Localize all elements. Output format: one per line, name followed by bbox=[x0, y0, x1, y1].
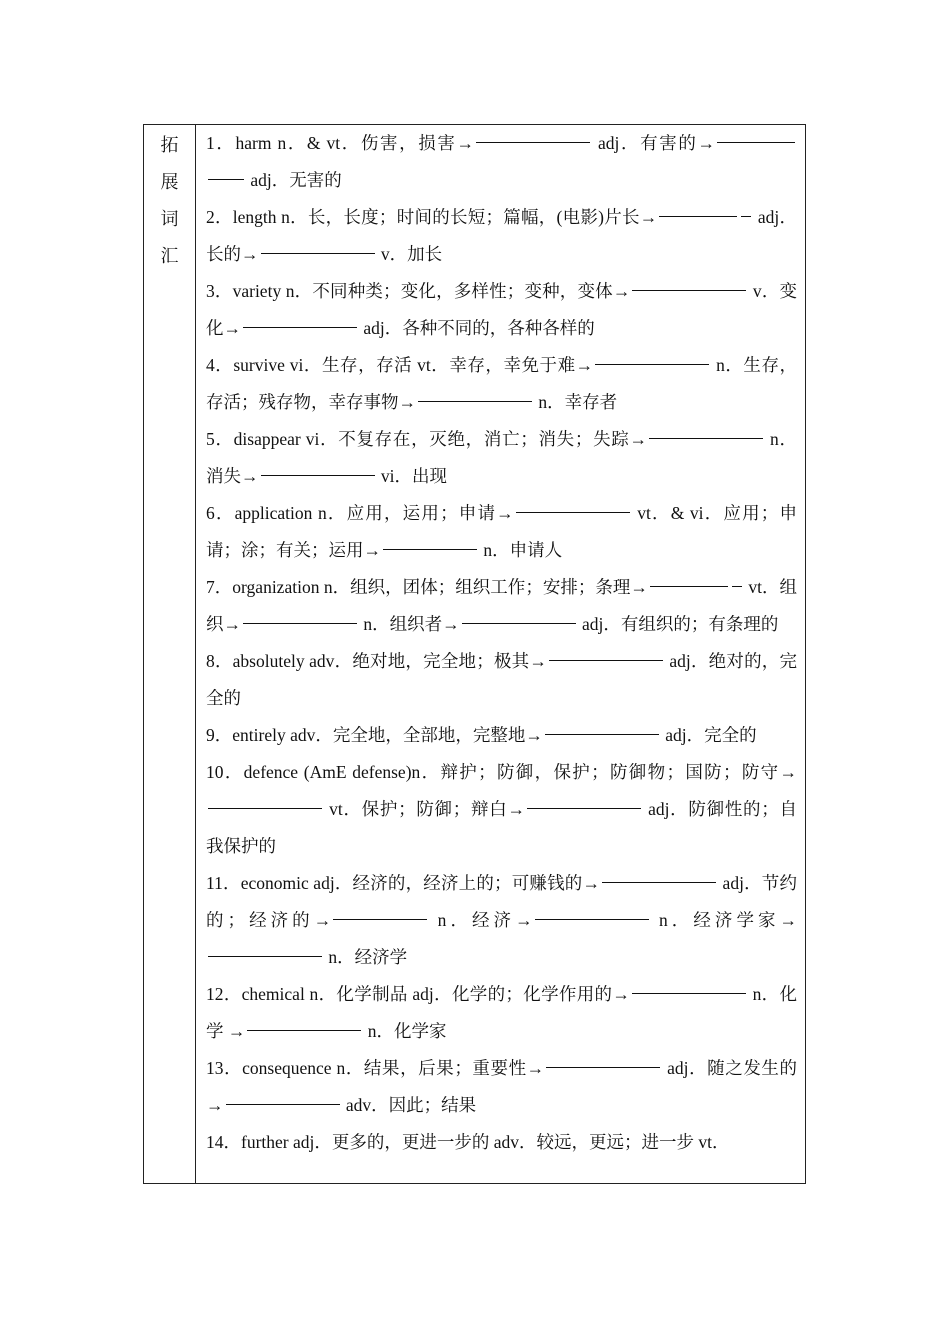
entry-text: 4．survive vi．生存，存活 vt．幸存，幸免于难→ bbox=[206, 355, 594, 375]
fill-blank[interactable] bbox=[208, 807, 322, 809]
fill-blank[interactable] bbox=[261, 252, 375, 254]
fill-blank[interactable] bbox=[208, 178, 244, 180]
fill-blank[interactable] bbox=[462, 622, 576, 624]
entry-text: vi．出现 bbox=[380, 466, 447, 486]
fill-blank[interactable] bbox=[732, 585, 742, 587]
entry-text: adj．有组织的；有条理的 bbox=[582, 614, 779, 634]
fill-blank[interactable] bbox=[535, 918, 649, 920]
entry-text: v．变化→ bbox=[206, 281, 798, 338]
entry-text: n．化学家 bbox=[367, 1021, 447, 1041]
entry-text: n．组织者→ bbox=[363, 614, 460, 634]
entry-survive bbox=[206, 347, 797, 421]
entry-variety bbox=[206, 273, 797, 347]
entry-text: n．幸存者 bbox=[538, 392, 618, 412]
fill-blank[interactable] bbox=[649, 437, 763, 439]
section-label-char: 汇 bbox=[160, 246, 179, 267]
entry-text: 10．defence (AmE defense)n．辩护；防御，保护；防御物；国防；防守→ bbox=[206, 762, 797, 782]
entry-text: n．消失→ bbox=[206, 429, 797, 486]
entry-defence bbox=[206, 754, 797, 865]
entry-text: vt．保护；防御；辩白→ bbox=[329, 799, 525, 819]
fill-blank[interactable] bbox=[632, 992, 746, 994]
entry-text: 8．absolutely adv．绝对地，完全地；极其→ bbox=[206, 651, 547, 671]
entry-text: 11．economic adj．经济的，经济上的；可赚钱的→ bbox=[206, 873, 600, 893]
fill-blank[interactable] bbox=[546, 1066, 660, 1068]
fill-blank[interactable] bbox=[741, 215, 751, 217]
entry-text: adj．有害的→ bbox=[598, 133, 715, 153]
entry-text: 5．disappear vi．不复存在，灭绝，消亡；消失；失踪→ bbox=[206, 429, 647, 449]
entry-text: adj．各种不同的，各种各样的 bbox=[363, 318, 595, 338]
fill-blank[interactable] bbox=[226, 1103, 340, 1105]
entry-text: 7．organization n．组织，团体；组织工作；安排；条理→ bbox=[206, 577, 648, 597]
entry-text: adj．随之发生的→ bbox=[206, 1058, 798, 1115]
section-label-char: 拓 bbox=[160, 135, 179, 156]
entry-entirely bbox=[206, 717, 797, 754]
entry-text: 12．chemical n．化学制品 adj．化学的；化学作用的→ bbox=[206, 984, 630, 1004]
fill-blank[interactable] bbox=[632, 289, 746, 291]
entry-text: 14．further adj．更多的，更进一步的 adv．较远，更远；进一步 vt． bbox=[206, 1132, 730, 1152]
entry-absolutely bbox=[206, 643, 797, 717]
entry-further bbox=[206, 1124, 797, 1161]
entry-text: adj．绝对的，完全的 bbox=[206, 651, 797, 708]
fill-blank[interactable] bbox=[717, 141, 795, 143]
entry-disappear bbox=[206, 421, 797, 495]
fill-blank[interactable] bbox=[516, 511, 630, 513]
entry-text: 1．harm n．& vt．伤害，损害→ bbox=[206, 133, 475, 153]
fill-blank[interactable] bbox=[527, 807, 641, 809]
fill-blank[interactable] bbox=[383, 548, 477, 550]
fill-blank[interactable] bbox=[549, 659, 663, 661]
fill-blank[interactable] bbox=[545, 733, 659, 735]
fill-blank[interactable] bbox=[243, 326, 357, 328]
entry-text: adj．完全的 bbox=[665, 725, 757, 745]
entry-text: n．申请人 bbox=[483, 540, 563, 560]
entry-consequence bbox=[206, 1050, 797, 1124]
entry-text: adj．无害的 bbox=[250, 170, 342, 190]
entry-organization bbox=[206, 569, 797, 643]
entry-text: vt．组织→ bbox=[206, 577, 797, 634]
entry-text: 2．length n．长，长度；时间的长短；篇幅，(电影)片长→ bbox=[206, 207, 658, 227]
entry-harm bbox=[206, 125, 797, 199]
entry-text: n．经济→ bbox=[437, 910, 533, 930]
entry-text: 6．application n．应用，运用；申请→ bbox=[206, 503, 514, 523]
entry-text: vt．& vi．应用；申请；涂；有关；运用→ bbox=[206, 503, 798, 560]
entry-chemical bbox=[206, 976, 797, 1050]
entry-text: v．加长 bbox=[380, 244, 443, 264]
vocabulary-table bbox=[143, 124, 806, 1184]
entry-text: adj．长的→ bbox=[206, 207, 797, 264]
entry-text: n．化学 → bbox=[206, 984, 797, 1041]
fill-blank[interactable] bbox=[418, 400, 532, 402]
entry-text: 13．consequence n．结果，后果；重要性→ bbox=[206, 1058, 545, 1078]
fill-blank[interactable] bbox=[650, 585, 728, 587]
fill-blank[interactable] bbox=[476, 141, 590, 143]
entry-length bbox=[206, 199, 797, 273]
entry-text: adj．防御性的；自我保护的 bbox=[206, 799, 798, 856]
entry-economic bbox=[206, 865, 797, 976]
fill-blank[interactable] bbox=[261, 474, 375, 476]
entry-application bbox=[206, 495, 797, 569]
fill-blank[interactable] bbox=[247, 1029, 361, 1031]
section-label-column bbox=[144, 125, 196, 1183]
fill-blank[interactable] bbox=[659, 215, 737, 217]
fill-blank[interactable] bbox=[595, 363, 709, 365]
section-label-char: 展 bbox=[160, 172, 179, 193]
entry-text: n．经济学 bbox=[328, 947, 408, 967]
entry-text: n．生存，存活；残存物，幸存事物→ bbox=[206, 355, 797, 412]
fill-blank[interactable] bbox=[602, 881, 716, 883]
entry-text: 3．variety n．不同种类；变化，多样性；变种，变体→ bbox=[206, 281, 631, 301]
entry-text: adj．节约的；经济的→ bbox=[206, 873, 797, 930]
section-label-char: 词 bbox=[160, 209, 179, 230]
fill-blank[interactable] bbox=[333, 918, 427, 920]
fill-blank[interactable] bbox=[243, 622, 357, 624]
entry-text: n．经济学家→ bbox=[659, 910, 798, 930]
entry-text: 9．entirely adv．完全地，全部地，完整地→ bbox=[206, 725, 543, 745]
fill-blank[interactable] bbox=[208, 955, 322, 957]
entry-text: adv．因此；结果 bbox=[345, 1095, 477, 1115]
entries-column bbox=[196, 125, 805, 1183]
